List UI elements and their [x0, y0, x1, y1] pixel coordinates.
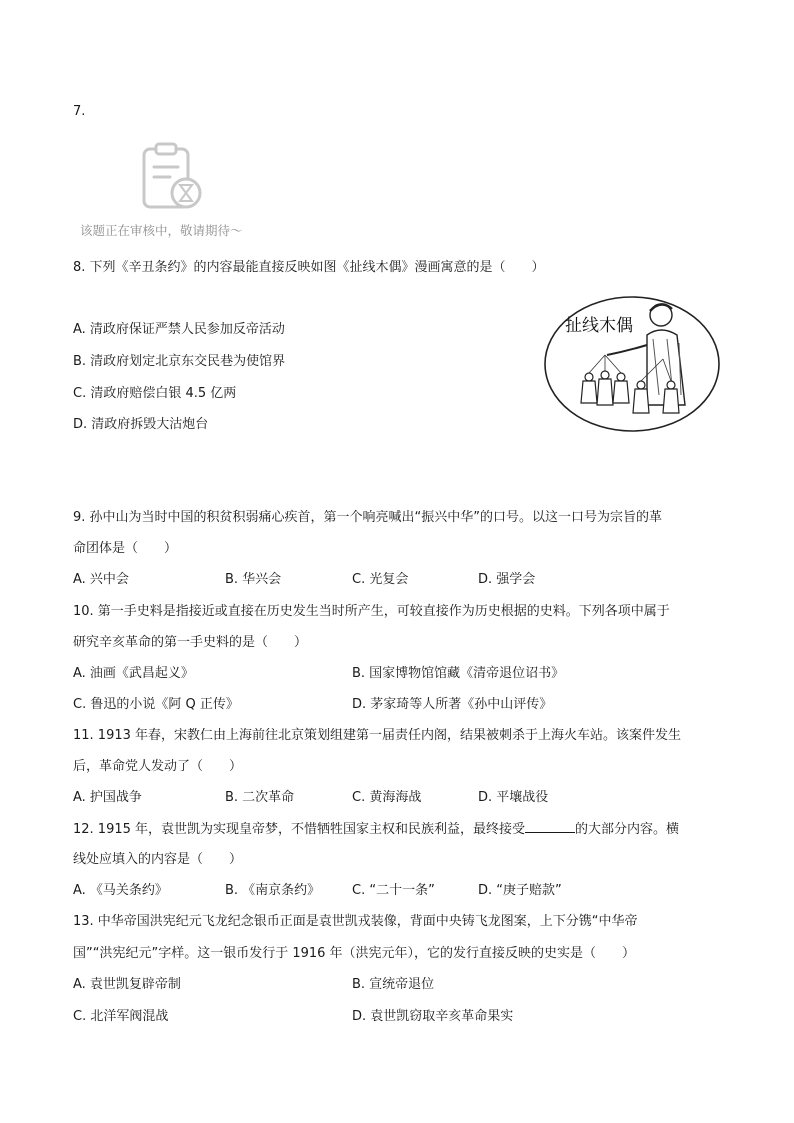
question-7-number: 7.: [73, 104, 86, 119]
question-12-option-d: D. “庚子赔款”: [478, 883, 562, 898]
question-9-stem-line1: 9. 孙中山为当时中国的积贫积弱痛心疾首，第一个响亮喊出“振兴中华”的口号。以这一口号为宗旨的革: [73, 510, 663, 525]
question-10-stem-line2: 研究辛亥革命的第一手史料的是（ ）: [73, 635, 308, 650]
question-9-option-b: B. 华兴会: [225, 572, 282, 587]
question-8-option-a: A. 清政府保证严禁人民参加反帝活动: [73, 322, 285, 337]
question-8-stem: 8. 下列《辛丑条约》的内容最能直接反映如图《扯线木偶》漫画寓意的是（ ）: [73, 260, 545, 275]
question-12-option-c: C. “二十一条”: [352, 883, 435, 898]
question-10-option-c: C. 鲁迅的小说《阿 Q 正传》: [73, 697, 239, 712]
question-12-option-b: B. 《南京条约》: [225, 883, 321, 898]
question-11-option-c: C. 黄海海战: [352, 790, 422, 805]
question-9-option-d: D. 强学会: [478, 572, 536, 587]
question-9-stem-line2: 命团体是（ ）: [73, 541, 178, 556]
question-13-option-a: A. 袁世凯复辟帝制: [73, 977, 181, 992]
question-12-stem-line1: [73, 820, 679, 839]
question-13-option-b: B. 宣统帝退位: [352, 977, 435, 992]
question-11-option-d: D. 平壤战役: [478, 790, 549, 805]
question-11-option-a: A. 护国战争: [73, 790, 142, 805]
question-8-option-b: B. 清政府划定北京东交民巷为使馆界: [73, 354, 286, 369]
question-11-stem-line1: 11. 1913 年春，宋教仁由上海前往北京策划组建第一届责任内阁，结果被刺杀于上海火车站。该案件发生: [73, 728, 682, 743]
question-10-stem-line1: 10. 第一手史料是指接近或直接在历史发生当时所产生，可较直接作为历史根据的史料。下列各项中属于: [73, 604, 670, 619]
puppet-cartoon-image: [543, 295, 721, 433]
question-10-option-d: D. 茅家琦等人所著《孙中山评传》: [352, 697, 553, 712]
question-9-option-c: C. 光复会: [352, 572, 409, 587]
question-13-stem-line2: 国”“洪宪纪元”字样。这一银币发行于 1916 年（洪宪元年），它的发行直接反映的史实是（ ）: [73, 946, 636, 961]
question-12-stem-post: 的大部分内容。横: [575, 822, 680, 837]
question-12-stem-pre: 12. 1915 年，袁世凯为实现皇帝梦，不惜牺牲国家主权和民族利益，最终接受: [73, 822, 526, 837]
question-8-option-d: D. 清政府拆毁大沽炮台: [73, 417, 209, 432]
question-13-option-d: D. 袁世凯窃取辛亥革命果实: [352, 1009, 514, 1024]
cartoon-caption: 扯线木偶: [565, 316, 633, 336]
question-10-option-a: A. 油画《武昌起义》: [73, 666, 194, 681]
pending-review-icon: [138, 141, 208, 213]
question-13-stem-line1: 13. 中华帝国洪宪纪元飞龙纪念银币正面是袁世凯戎装像，背面中央铸飞龙图案，上下分镌“中华帝: [73, 914, 638, 929]
question-11-option-b: B. 二次革命: [225, 790, 295, 805]
question-13-option-c: C. 北洋军阀混战: [73, 1009, 169, 1024]
question-12-stem-line2: 线处应填入的内容是（ ）: [73, 852, 243, 867]
question-8-option-c: C. 清政府赔偿白银 4.5 亿两: [73, 386, 237, 401]
question-9-option-a: A. 兴中会: [73, 572, 129, 587]
pending-review-caption: 该题正在审核中，敬请期待～: [80, 223, 243, 238]
question-11-stem-line2: 后，革命党人发动了（ ）: [73, 759, 243, 774]
question-12-blank: [525, 820, 575, 833]
question-12-option-a: A. 《马关条约》: [73, 883, 168, 898]
question-10-option-b: B. 国家博物馆馆藏《清帝退位诏书》: [352, 666, 565, 681]
